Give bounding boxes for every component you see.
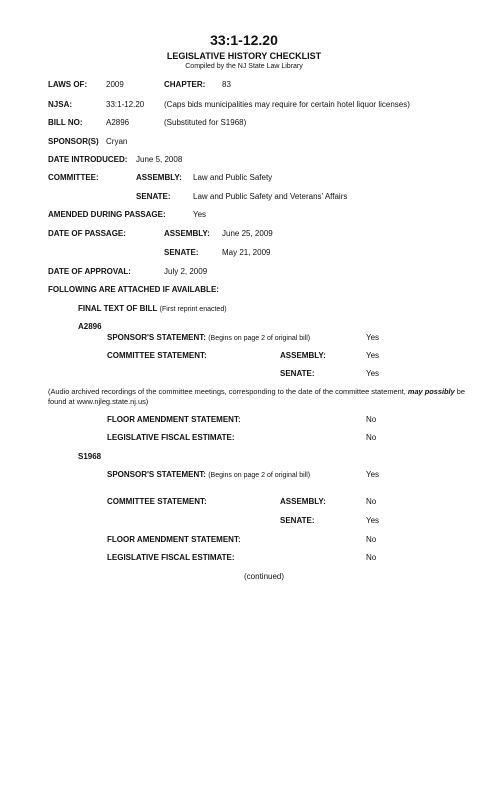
a2896-senate-value: Yes bbox=[366, 369, 380, 378]
s1968-sponsor-row bbox=[107, 470, 310, 480]
a2896-floor-value: No bbox=[366, 415, 377, 424]
audio-emphasis: may possibly bbox=[407, 387, 455, 396]
a2896-senate-label: SENATE: bbox=[280, 369, 315, 378]
s1968-sponsor-note: (Begins on page 2 of original bill) bbox=[208, 472, 311, 479]
a2896-assembly-value: Yes bbox=[366, 351, 380, 360]
date-of-approval-label: DATE OF APPROVAL: bbox=[48, 267, 131, 276]
amended-value: Yes bbox=[193, 210, 207, 219]
s1968-sponsor-value: Yes bbox=[366, 470, 380, 479]
s1968-senate-label: SENATE: bbox=[280, 516, 315, 525]
a2896-sponsor-value: Yes bbox=[366, 333, 380, 342]
sponsors-label: SPONSOR(S) bbox=[48, 137, 99, 146]
laws-of-value: 2009 bbox=[106, 80, 124, 89]
njsa-label: NJSA: bbox=[48, 100, 73, 109]
committee-label: COMMITTEE: bbox=[48, 173, 99, 182]
date-of-passage-label: DATE OF PASSAGE: bbox=[48, 229, 126, 238]
following-label: FOLLOWING ARE ATTACHED IF AVAILABLE: bbox=[48, 285, 219, 294]
committee-assembly-label: ASSEMBLY: bbox=[136, 173, 182, 182]
passage-senate-value: May 21, 2009 bbox=[222, 248, 271, 257]
committee-senate-label: SENATE: bbox=[136, 192, 171, 201]
s1968-heading: S1968 bbox=[78, 452, 102, 461]
final-text-label: FINAL TEXT OF BILL bbox=[78, 304, 158, 313]
audio-text-1: (Audio archived recordings of the committee meetings, corresponding to the date of the committee statement, bbox=[48, 387, 406, 396]
committee-assembly-value: Law and Public Safety bbox=[193, 173, 273, 182]
laws-of-label: LAWS OF: bbox=[48, 80, 88, 89]
passage-senate-label: SENATE: bbox=[164, 248, 199, 257]
bill-no-label: BILL NO: bbox=[48, 118, 83, 127]
date-introduced-value: June 5, 2008 bbox=[136, 155, 183, 164]
a2896-sponsor-row bbox=[107, 333, 310, 343]
committee-senate-value: Law and Public Safety and Veterans' Affairs bbox=[193, 192, 348, 201]
chapter-label: CHAPTER: bbox=[164, 80, 206, 89]
a2896-fiscal-label: LEGISLATIVE FISCAL ESTIMATE: bbox=[107, 433, 235, 442]
audio-text-2: be found at www.njleg.state.nj.us) bbox=[48, 387, 465, 406]
final-text-row bbox=[78, 304, 227, 314]
njsa-value: 33:1-12.20 bbox=[106, 100, 145, 109]
sponsors-value: Cryan bbox=[106, 137, 128, 146]
amended-label: AMENDED DURING PASSAGE: bbox=[48, 210, 166, 219]
s1968-assembly-value: No bbox=[366, 497, 377, 506]
compiled-by: Compiled by the NJ State Law Library bbox=[185, 63, 303, 70]
a2896-heading: A2896 bbox=[78, 322, 102, 331]
audio-note bbox=[48, 387, 476, 406]
continued-note: (continued) bbox=[244, 572, 285, 581]
a2896-assembly-label: ASSEMBLY: bbox=[280, 351, 326, 360]
passage-assembly-label: ASSEMBLY: bbox=[164, 229, 210, 238]
page-subtitle: LEGISLATIVE HISTORY CHECKLIST bbox=[166, 51, 322, 61]
bill-no-value: A2896 bbox=[106, 118, 130, 127]
a2896-committee-label: COMMITTEE STATEMENT: bbox=[107, 351, 207, 360]
date-of-approval-value: July 2, 2009 bbox=[164, 267, 208, 276]
chapter-value: 83 bbox=[222, 80, 231, 89]
bill-no-note: (Substituted for S1968) bbox=[164, 118, 247, 127]
a2896-sponsor-note: (Begins on page 2 of original bill) bbox=[208, 335, 311, 342]
a2896-fiscal-value: No bbox=[366, 433, 377, 442]
final-text-note: (First reprint enacted) bbox=[159, 306, 227, 313]
a2896-sponsor-label: SPONSOR'S STATEMENT: bbox=[107, 333, 206, 342]
s1968-fiscal-value: No bbox=[366, 553, 377, 562]
s1968-sponsor-label: SPONSOR'S STATEMENT: bbox=[107, 470, 206, 479]
a2896-floor-label: FLOOR AMENDMENT STATEMENT: bbox=[107, 415, 241, 424]
njsa-description: (Caps bids municipalities may require for certain hotel liquor licenses) bbox=[164, 100, 410, 109]
s1968-fiscal-label: LEGISLATIVE FISCAL ESTIMATE: bbox=[107, 553, 235, 562]
s1968-assembly-label: ASSEMBLY: bbox=[280, 497, 326, 506]
s1968-floor-value: No bbox=[366, 535, 377, 544]
page-title: 33:1-12.20 bbox=[210, 32, 278, 48]
date-introduced-label: DATE INTRODUCED: bbox=[48, 155, 128, 164]
s1968-senate-value: Yes bbox=[366, 516, 380, 525]
passage-assembly-value: June 25, 2009 bbox=[222, 229, 273, 238]
s1968-committee-label: COMMITTEE STATEMENT: bbox=[107, 497, 207, 506]
s1968-floor-label: FLOOR AMENDMENT STATEMENT: bbox=[107, 535, 241, 544]
